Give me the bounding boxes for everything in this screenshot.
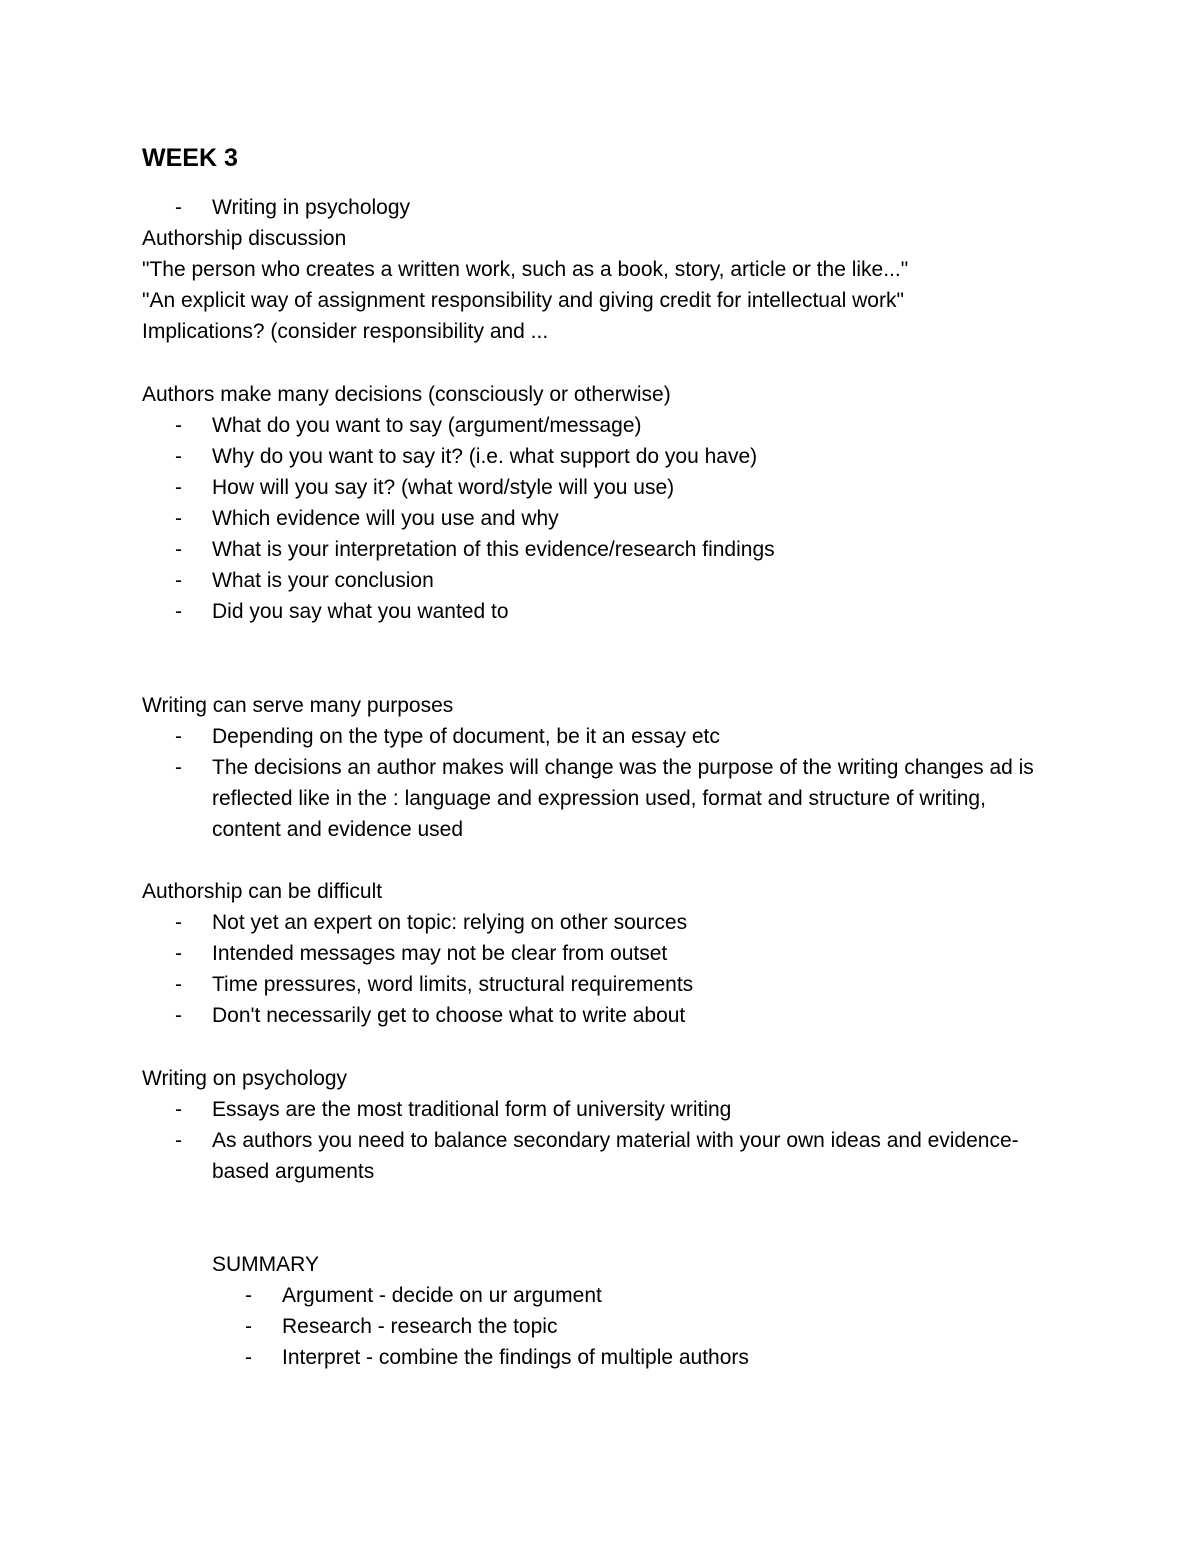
bullet-dash: -	[175, 1004, 182, 1028]
list-item	[142, 441, 1082, 472]
list-item	[212, 1280, 1082, 1311]
bullet-dash: -	[175, 755, 182, 779]
list-item-text: Did you say what you wanted to	[212, 600, 509, 624]
bullet-dash: -	[175, 1128, 182, 1152]
section-heading-writing-on-psychology: Writing on psychology	[142, 1066, 348, 1090]
list-item-text: Research - research the topic	[282, 1315, 558, 1339]
bullet-dash: -	[175, 911, 182, 935]
list-item-text: Which evidence will you use and why	[212, 506, 559, 530]
spacer	[142, 627, 1082, 658]
spacer	[142, 658, 1082, 689]
list-item-text: What do you want to say (argument/message)	[212, 413, 642, 437]
bullet-dash: -	[175, 538, 182, 562]
list-item	[142, 1000, 1082, 1031]
list-item	[142, 410, 1082, 441]
purposes-list	[142, 721, 1082, 845]
writing-on-list	[142, 1094, 1082, 1187]
list-item-text: Writing in psychology	[212, 196, 411, 219]
list-item-text: How will you say it? (what word/style will you use)	[212, 475, 675, 499]
bullet-dash: -	[175, 973, 182, 997]
spacer	[142, 1218, 1082, 1249]
list-item	[142, 503, 1082, 534]
summary-heading: SUMMARY	[212, 1253, 319, 1277]
bullet-dash: -	[175, 413, 182, 437]
list-item-text: Don't necessarily get to choose what to write about	[212, 1004, 686, 1028]
list-item	[142, 1094, 1082, 1125]
bullet-dash: -	[245, 1284, 252, 1308]
list-item	[142, 534, 1082, 565]
summary-section	[142, 1249, 1082, 1373]
bullet-dash: -	[175, 444, 182, 468]
summary-list	[212, 1280, 1082, 1373]
bullet-dash: -	[245, 1346, 252, 1370]
document-page	[142, 130, 1082, 1374]
bullet-dash: -	[175, 600, 182, 624]
section-heading-purposes: Writing can serve many purposes	[142, 693, 454, 717]
list-item	[142, 472, 1082, 503]
bullet-dash: -	[175, 724, 182, 748]
page-title: WEEK 3	[142, 144, 238, 172]
quote-definition-2: "An explicit way of assignment responsibility and giving credit for intellectual work"	[142, 289, 904, 313]
section-heading-authorship-discussion: Authorship discussion	[142, 227, 347, 251]
list-item	[142, 752, 1042, 845]
bullet-dash: -	[175, 475, 182, 499]
list-item	[142, 192, 1082, 223]
bullet-dash: -	[245, 1315, 252, 1339]
spacer	[142, 1032, 1082, 1063]
list-item	[212, 1342, 1082, 1373]
spacer	[142, 845, 1082, 876]
list-item-text: Essays are the most traditional form of university writing	[212, 1097, 732, 1121]
list-item-text: Interpret - combine the findings of multiple authors	[282, 1346, 749, 1370]
list-item	[142, 565, 1082, 596]
section-heading-decisions: Authors make many decisions (consciously or otherwise)	[142, 382, 671, 406]
bullet-dash: -	[175, 1097, 182, 1121]
list-item-text: As authors you need to balance secondary material with your own ideas and evidence-based arguments	[212, 1128, 1019, 1183]
implications-text: Implications? (consider responsibility and ...	[142, 320, 549, 344]
list-item-text: The decisions an author makes will change was the purpose of the writing changes ad is reflected like in the : language and expression used, format and structure of writing, content and evidence used	[212, 755, 1034, 841]
section-heading-difficult: Authorship can be difficult	[142, 880, 383, 904]
difficult-list	[142, 907, 1082, 1031]
list-item-text: Not yet an expert on topic: relying on other sources	[212, 911, 688, 935]
spacer	[142, 347, 1082, 378]
list-item	[142, 721, 1082, 752]
bullet-dash: -	[175, 942, 182, 966]
list-item-text: What is your interpretation of this evidence/research findings	[212, 538, 775, 562]
bullet-dash: -	[175, 569, 182, 593]
intro-list	[142, 192, 1082, 223]
list-item	[142, 969, 1082, 1000]
list-item	[142, 938, 1082, 969]
bullet-dash: -	[175, 196, 182, 219]
list-item	[142, 596, 1082, 627]
list-item	[212, 1311, 1082, 1342]
list-item	[142, 1125, 1032, 1187]
list-item-text: Depending on the type of document, be it an essay etc	[212, 724, 720, 748]
list-item-text: Argument - decide on ur argument	[282, 1284, 602, 1308]
list-item-text: Why do you want to say it? (i.e. what support do you have)	[212, 444, 758, 468]
list-item-text: Intended messages may not be clear from outset	[212, 942, 668, 966]
bullet-dash: -	[175, 506, 182, 530]
spacer	[142, 1187, 1082, 1218]
list-item-text: Time pressures, word limits, structural requirements	[212, 973, 694, 997]
list-item-text: What is your conclusion	[212, 569, 434, 593]
decisions-list	[142, 410, 1082, 628]
list-item	[142, 907, 1082, 938]
quote-definition-1: "The person who creates a written work, such as a book, story, article or the like..."	[142, 258, 909, 282]
